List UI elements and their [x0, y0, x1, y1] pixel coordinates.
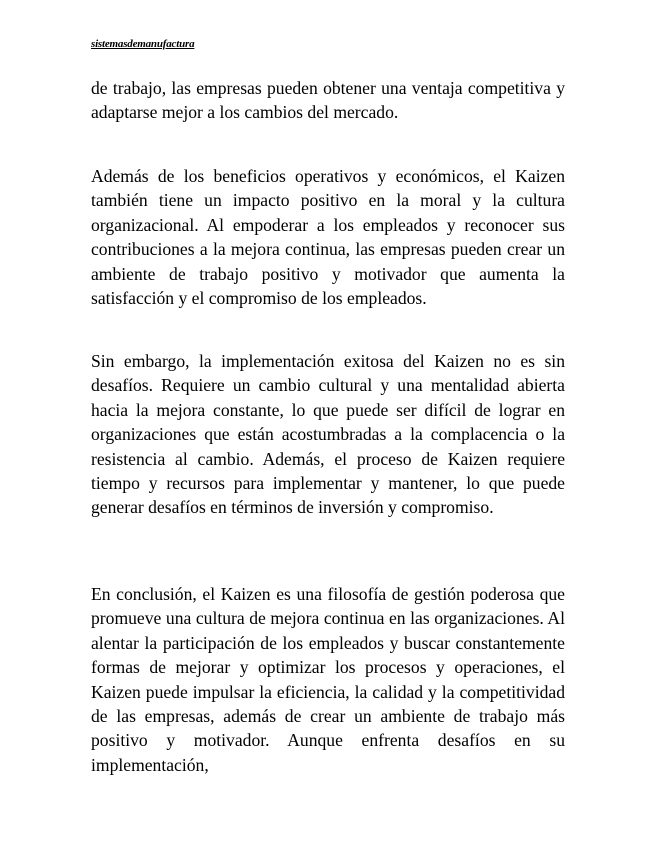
- paragraph-2: Además de los beneficios operativos y económicos, el Kaizen también tiene un impacto positivo en la moral y la cultura organizacional. Al empoderar a los empleados y reconocer sus contribuciones a la mejora continua, las empresas pueden crear un ambiente de trabajo positivo y motivador que aumenta la satisfacción y el compromiso de los empleados.: [91, 166, 565, 309]
- paragraph-1: de trabajo, las empresas pueden obtener una ventaja competitiva y adaptarse mejor a los cambios del mercado.: [91, 78, 565, 123]
- paragraph-3: Sin embargo, la implementación exitosa del Kaizen no es sin desafíos. Requiere un cambio cultural y una mentalidad abierta hacia la mejora constante, lo que puede ser difícil de lograr en organizaciones que están acostumbradas a la complacencia o la resistencia al cambio. Además, el proceso de Kaizen requiere tiempo y recursos para implementar y mantener, lo que puede generar desafíos en términos de inversión y compromiso.: [91, 351, 565, 518]
- paragraph-4: En conclusión, el Kaizen es una filosofía de gestión poderosa que promueve una cultura de mejora continua en las organizaciones. Al alentar la participación de los empleados y buscar constantemente formas de mejorar y optimizar los procesos y operaciones, el Kaizen puede impulsar la eficiencia, la calidad y la competitividad de las empresas, además de crear un ambiente de trabajo más positivo y motivador. Aunque enfrenta desafíos en su implementación,: [91, 584, 565, 775]
- running-header: sistemasdemanufactura: [91, 38, 195, 50]
